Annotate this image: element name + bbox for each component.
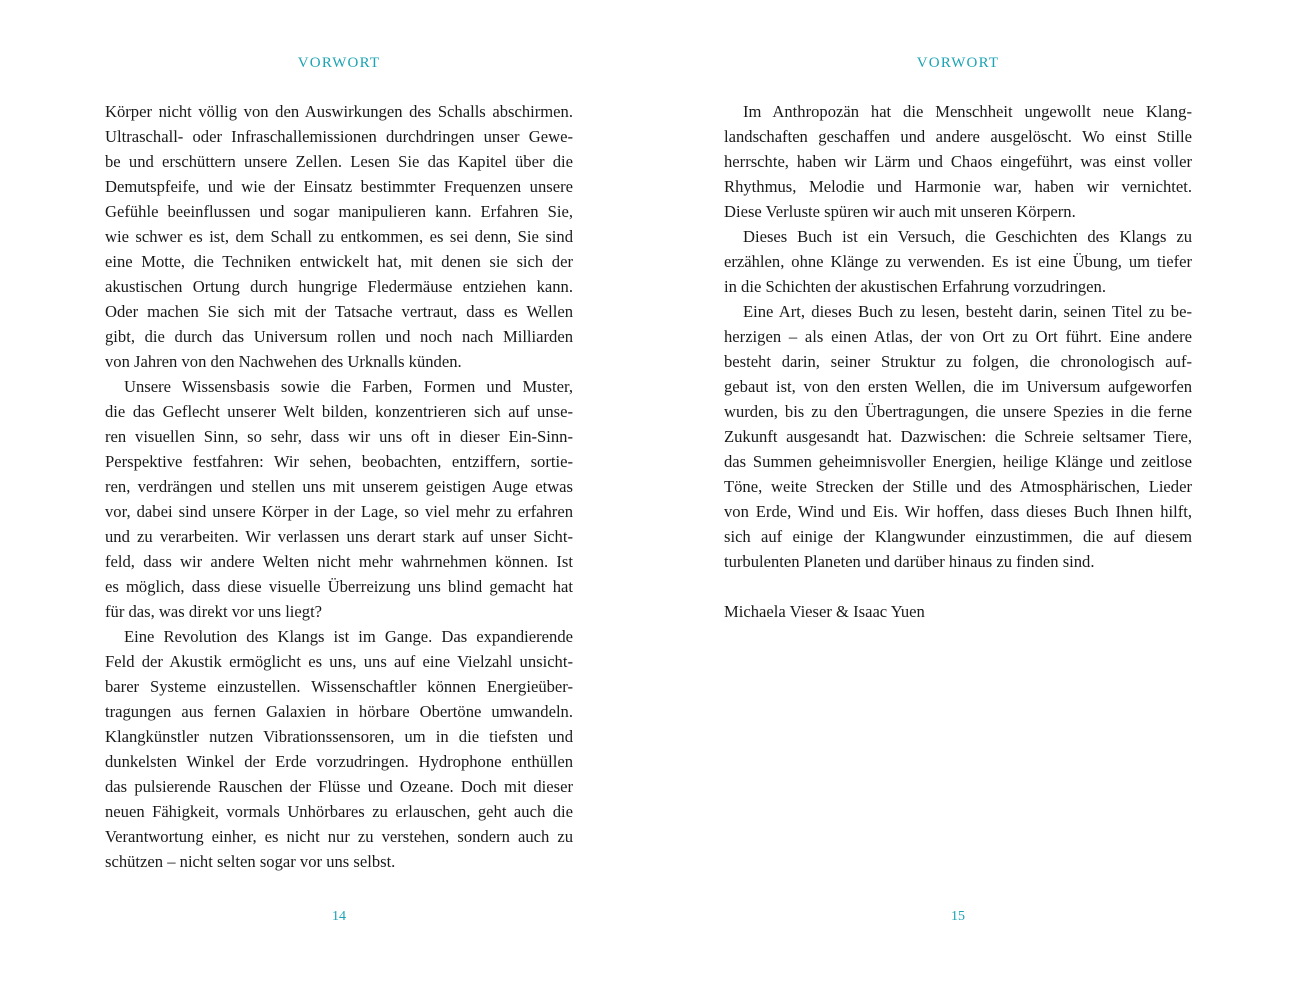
text-line: Eine Art, dieses Buch zu lesen, besteht darin, seinen Titel zu be- [743, 302, 1192, 321]
text-line: Perspektive festfahren: Wir sehen, beobachten, entziffern, sortie- [105, 452, 573, 471]
text-line: das pulsierende Rauschen der Flüsse und Ozeane. Doch mit dieser [105, 777, 573, 796]
left-page [105, 0, 573, 1000]
text-line: Eine Revolution des Klangs ist im Gange. Das expandierende [124, 627, 573, 646]
text-line: Gefühle beeinflussen und sogar manipulieren kann. Erfahren Sie, [105, 202, 573, 221]
text-line: Rhythmus, Melodie und Harmonie war, haben wir vernichtet. [724, 177, 1192, 196]
text-line: es möglich, dass diese visuelle Überreizung uns blind gemacht hat [105, 577, 573, 596]
text-line: sich auf einige der Klangwunder einzustimmen, die auf diesem [724, 527, 1192, 546]
text-line: tragungen aus fernen Galaxien in hörbare Obertöne umwandeln. [105, 702, 573, 721]
text-line: schützen – nicht selten sogar vor uns selbst. [105, 852, 396, 871]
text-line: eine Motte, die Techniken entwickelt hat, mit denen sie sich der [105, 252, 573, 271]
text-line: für das, was direkt vor uns liegt? [105, 602, 323, 621]
text-line: barer Systeme einzustellen. Wissenschaftler können Energieüber- [105, 677, 573, 696]
text-line: dunkelsten Winkel der Erde vorzudringen. Hydrophone enthüllen [105, 752, 573, 771]
text-line: herrschte, haben wir Lärm und Chaos eingeführt, was einst voller [724, 152, 1192, 171]
text-line: in die Schichten der akustischen Erfahrung vorzudringen. [724, 277, 1106, 296]
paragraph [105, 99, 573, 374]
text-line: Diese Verluste spüren wir auch mit unseren Körpern. [724, 202, 1076, 221]
text-line: Zukunft ausgesandt hat. Dazwischen: die Schreie seltsamer Tiere, [724, 427, 1192, 446]
running-head: VORWORT [916, 55, 1000, 71]
paragraph [724, 224, 1192, 299]
text-line: be und erschüttern unsere Zellen. Lesen Sie das Kapitel über die [105, 152, 573, 171]
text-line: akustischen Ortung durch hungrige Fledermäuse entziehen kann. [105, 277, 573, 296]
text-line: Ultraschall- oder Infraschallemissionen durchdringen unser Gewe- [105, 127, 573, 146]
paragraph [105, 624, 573, 874]
text-line: vor, dabei sind unsere Körper in der Lage, so viel mehr zu erfahren [105, 502, 573, 521]
text-line: Im Anthropozän hat die Menschheit ungewollt neue Klang- [743, 102, 1192, 121]
author-signature: Michaela Vieser & Isaac Yuen [724, 602, 925, 621]
text-line: wie schwer es ist, dem Schall zu entkommen, es sei denn, Sie sind [105, 227, 573, 246]
text-line: das Summen geheimnisvoller Energien, heilige Klänge und zeitlose [724, 452, 1192, 471]
text-line: ren, verdrängen und stellen uns mit unserem geistigen Auge etwas [105, 477, 573, 496]
running-head: VORWORT [297, 55, 381, 71]
text-line: neuen Fähigkeit, vormals Unhörbares zu erlauschen, geht auch die [105, 802, 573, 821]
paragraph [724, 99, 1192, 224]
text-line: besteht darin, seiner Struktur zu folgen, die chronologisch auf- [724, 352, 1192, 371]
right-page [724, 0, 1192, 1000]
body-text [724, 99, 1192, 624]
text-line: gebaut ist, von den ersten Wellen, die im Universum aufgeworfen [724, 377, 1192, 396]
text-line: Unsere Wissensbasis sowie die Farben, Formen und Muster, [124, 377, 573, 396]
text-line: von Erde, Wind und Eis. Wir hoffen, dass dieses Buch Ihnen hilft, [724, 502, 1192, 521]
text-line: landschaften geschaffen und andere ausgelöscht. Wo einst Stille [724, 127, 1192, 146]
paragraph [724, 299, 1192, 574]
text-line: und zu verarbeiten. Wir verlassen uns derart stark auf unser Sicht- [105, 527, 573, 546]
text-line: gibt, die durch das Universum rollen und noch nach Milliarden [105, 327, 573, 346]
text-line: die das Geflecht unserer Welt bilden, konzentrieren sich auf unse- [105, 402, 573, 421]
text-line: feld, dass wir andere Welten nicht mehr wahrnehmen können. Ist [105, 552, 573, 571]
page-number: 15 [951, 909, 965, 924]
text-line: Töne, weite Strecken der Stille und des Atmosphärischen, Lieder [724, 477, 1192, 496]
text-line: turbulenten Planeten und darüber hinaus zu finden sind. [724, 552, 1095, 571]
text-line: herzigen – als einen Atlas, der von Ort zu Ort führt. Eine andere [724, 327, 1192, 346]
text-line: von Jahren von den Nachwehen des Urknalls künden. [105, 352, 462, 371]
text-line: Oder machen Sie sich mit der Tatsache vertraut, dass es Wellen [105, 302, 573, 321]
text-line: Klangkünstler nutzen Vibrationssensoren, um in die tiefsten und [105, 727, 573, 746]
text-line: erzählen, ohne Klänge zu verwenden. Es ist eine Übung, um tiefer [724, 252, 1192, 271]
text-line: Demutspfeife, und wie der Einsatz bestimmter Frequenzen unsere [105, 177, 573, 196]
page-number: 14 [332, 909, 346, 924]
body-text [105, 99, 573, 874]
text-line: wurden, bis zu den Übertragungen, die unsere Spezies in die ferne [724, 402, 1192, 421]
text-line: Körper nicht völlig von den Auswirkungen des Schalls abschirmen. [105, 102, 573, 121]
text-line: Verantwortung einher, es nicht nur zu verstehen, sondern auch zu [105, 827, 573, 846]
text-line: Feld der Akustik ermöglicht es uns, uns auf eine Vielzahl unsicht- [105, 652, 573, 671]
paragraph [105, 374, 573, 624]
text-line: Dieses Buch ist ein Versuch, die Geschichten des Klangs zu [743, 227, 1192, 246]
text-line: ren visuellen Sinn, so sehr, dass wir uns oft in dieser Ein-Sinn- [105, 427, 573, 446]
